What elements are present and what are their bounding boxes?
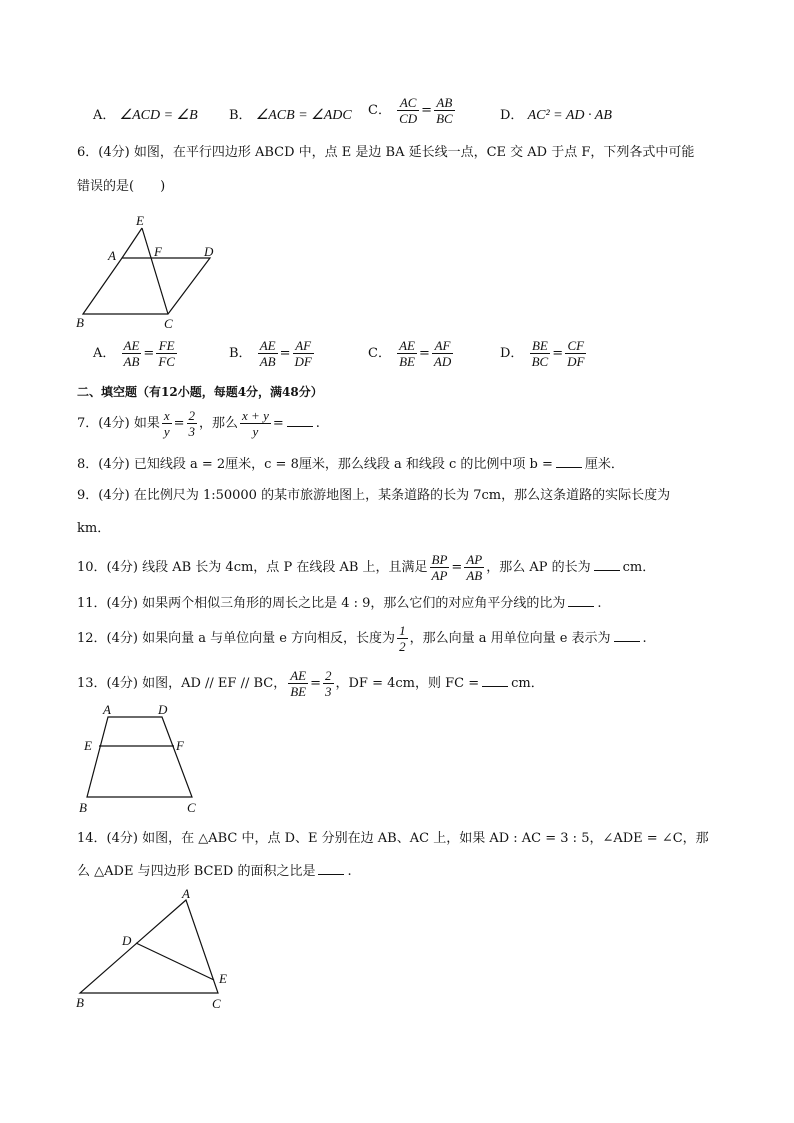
q13-trapezoid <box>87 717 192 797</box>
q7-frac-2: $\frac{2}{3}$ <box>188 408 196 439</box>
section2-title: 二、填空题（有12小题，每题4分，满48分） <box>77 385 323 399</box>
q14-label-b: B <box>76 995 84 1010</box>
q6-option-a: A． $\frac{AE}{AB}$ = $\frac{FE}{FC}$ <box>93 338 175 369</box>
q9-line2 <box>77 519 110 538</box>
q13-answer-blank <box>482 674 508 687</box>
q6-parallelogram <box>83 258 210 314</box>
q10-unit: cm． <box>622 560 656 575</box>
q14-figure <box>72 888 242 1013</box>
q6-label-d: D <box>204 244 214 259</box>
q9-line1: 9．(4分) 在比例尺为 1:50000 的某市旅游地图上，某条道路的长为 7cm，那么这条道路的实际长度为 <box>77 488 671 503</box>
q6-option-c-label: C． <box>368 346 391 361</box>
q5-option-a-text: ∠ACD = ∠B <box>119 108 198 123</box>
q6-label-a: A <box>108 248 116 263</box>
q13-mid: ，DF = 4cm，则 FC = <box>335 676 480 691</box>
q14-label-e: E <box>219 971 227 986</box>
q5-c-frac-1: $\frac{AC}{CD}$ <box>399 95 418 126</box>
q7-frac-3: $\frac{x + y}{y}$ <box>242 408 269 439</box>
q6-figure <box>70 208 230 333</box>
q6-option-b: B． $\frac{AE}{AB}$ = $\frac{AF}{DF}$ <box>229 338 312 369</box>
q5-option-d-label: D． <box>500 108 524 123</box>
q10-mid: ，那么 AP 的长为 <box>486 560 591 575</box>
q10-prefix: 10．(4分) 线段 AB 长为 4cm，点 P 在线段 AB 上，且满足 <box>77 560 428 575</box>
q6-option-c: C． $\frac{AE}{BE}$ = $\frac{AF}{AD}$ <box>368 338 452 369</box>
q7: 7．(4分) 如果 $\frac{x}{y}$ = $\frac{2}{3}$ ，那么 $\frac{x + y}{y}$ = . <box>77 408 320 439</box>
q11-suffix: . <box>597 596 602 611</box>
q7-eq: = <box>173 416 185 431</box>
q12-frac: $\frac{1}{2}$ <box>399 623 406 654</box>
q14-answer-blank <box>318 862 344 875</box>
q5-option-b <box>229 104 352 124</box>
q10-frac-2: $\frac{AP}{AB}$ <box>466 552 483 583</box>
q10: 10．(4分) 线段 AB 长为 4cm，点 P 在线段 AB 上，且满足 $\frac{BP}{AP}$ = $\frac{AP}{AB}$ ，那么 AP 的长为 cm． <box>77 552 656 583</box>
q8-text: 8．(4分) 已知线段 a = 2厘米，c = 8厘米，那么线段 a 和线段 c 的比例中项 b = <box>77 457 553 472</box>
q5-c-frac-2: $\frac{AB}{BC}$ <box>436 95 453 126</box>
q7-answer-blank <box>287 414 313 427</box>
q5-option-d-text: AC² = AD · AB <box>527 108 612 123</box>
q6-c-frac-2: $\frac{AF}{AD}$ <box>433 338 452 369</box>
q6-c-frac-1: $\frac{AE}{BE}$ <box>399 338 415 369</box>
q5-option-c: C． $\frac{AC}{CD}$ = $\frac{AB}{BC}$ <box>368 95 453 126</box>
q8-unit: 厘米． <box>584 457 624 472</box>
q6-option-b-label: B． <box>229 346 252 361</box>
q13-prefix: 13．(4分) 如图，AD // EF // BC， <box>77 676 287 691</box>
q6-line-ea <box>122 228 142 258</box>
q14-suffix: . <box>347 864 352 879</box>
q11-answer-blank <box>568 594 594 607</box>
q14-line2 <box>77 862 352 881</box>
q13-label-c: C <box>187 800 196 815</box>
q6-b-frac-2: $\frac{AF}{DF}$ <box>294 338 312 369</box>
q13-label-b: B <box>79 800 87 815</box>
q14-triangle-abc <box>80 900 218 993</box>
q8 <box>77 455 624 474</box>
q13-label-f: F <box>176 738 184 753</box>
q5-option-c-label: C． <box>368 103 391 118</box>
q14-label-d: D <box>122 933 132 948</box>
q13-figure <box>75 700 215 820</box>
q6-label-f: F <box>154 244 162 259</box>
q5-option-a <box>93 104 198 124</box>
q7-prefix: 7．(4分) 如果 <box>77 416 160 431</box>
q12-suffix: . <box>642 631 647 646</box>
q12-mid: ，那么向量 a 用单位向量 e 表示为 <box>409 631 611 646</box>
q6-option-d-label: D． <box>500 346 524 361</box>
q14-text: 么 △ADE 与四边形 BCED 的面积之比是 <box>77 864 316 879</box>
q6-a-frac-1: $\frac{AE}{AB}$ <box>123 338 140 369</box>
q6-option-a-label: A． <box>93 346 116 361</box>
q10-frac-1: $\frac{BP}{AP}$ <box>431 552 448 583</box>
q5-option-b-text: ∠ACB = ∠ADC <box>255 108 352 123</box>
q6-line1: 6．(4分) 如图，在平行四边形 ABCD 中，点 E 是边 BA 延长线一点，CE 交 AD 于点 F，下列各式中可能 <box>77 145 695 160</box>
q8-answer-blank <box>556 455 582 468</box>
q14-label-a: A <box>182 888 190 901</box>
q10-answer-blank <box>594 558 620 571</box>
q6-line2: 错误的是( ) <box>77 179 166 194</box>
q14-line1: 14．(4分) 如图，在 △ABC 中，点 D、E 分别在边 AB、AC 上，如果 AD : AC = 3 : 5，∠ADE = ∠C，那 <box>77 831 709 846</box>
q11-text: 11．(4分) 如果两个相似三角形的周长之比是 4 : 9，那么它们的对应角平分线的比为 <box>77 596 566 611</box>
q13-label-d: D <box>158 702 168 717</box>
q5-option-b-label: B． <box>229 108 252 123</box>
q6-option-d: D． $\frac{BE}{BC}$ = $\frac{CF}{DF}$ <box>500 338 585 369</box>
q6-line-ec <box>142 228 168 314</box>
q6-label-c: C <box>164 316 173 331</box>
q7-frac-1: $\frac{x}{y}$ <box>163 408 170 439</box>
q13-label-e: E <box>84 738 92 753</box>
q5-option-d <box>500 104 612 124</box>
q14-label-c: C <box>212 996 221 1011</box>
q6-b-frac-1: $\frac{AE}{AB}$ <box>259 338 276 369</box>
q13-unit: cm． <box>511 676 544 691</box>
q6-label-e: E <box>136 213 144 228</box>
q13 <box>77 668 544 699</box>
q12 <box>77 623 647 654</box>
q11 <box>77 594 602 613</box>
q13-eq: = <box>310 676 321 691</box>
q6-d-frac-1: $\frac{BE}{BC}$ <box>531 338 549 369</box>
q12-answer-blank <box>614 629 640 642</box>
q7-suffix: . <box>315 416 320 431</box>
q13-label-a: A <box>103 702 111 717</box>
q13-frac-1: $\frac{AE}{BE}$ <box>290 668 307 699</box>
q13-frac-2: $\frac{2}{3}$ <box>325 668 332 699</box>
q7-mid: ，那么 <box>199 416 239 431</box>
q6-d-frac-2: $\frac{CF}{DF}$ <box>567 338 585 369</box>
q12-prefix: 12．(4分) 如果向量 a 与单位向量 e 方向相反，长度为 <box>77 631 396 646</box>
q6-label-b: B <box>76 315 84 330</box>
q6-a-frac-2: $\frac{FE}{FC}$ <box>158 338 175 369</box>
q5-option-a-label: A． <box>93 108 116 123</box>
q9-unit: km． <box>77 521 111 536</box>
